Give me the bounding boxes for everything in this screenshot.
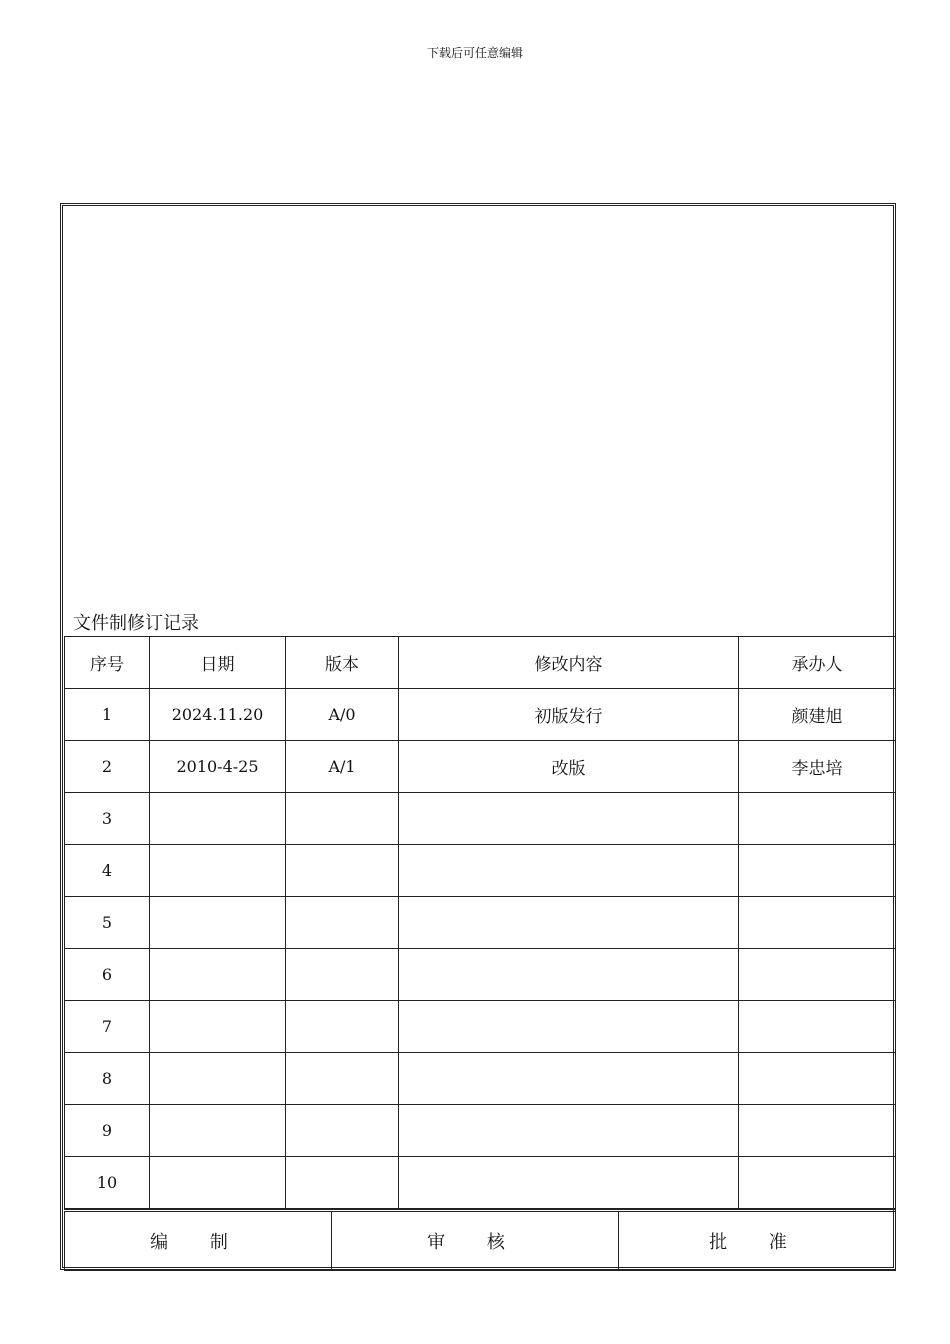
table-cell — [150, 949, 286, 1001]
page-header-note: 下载后可任意编辑 — [426, 46, 523, 60]
table-cell: 6 — [65, 949, 150, 1001]
table-cell: 9 — [65, 1105, 150, 1157]
table-cell — [739, 1053, 896, 1105]
table-cell — [150, 1105, 286, 1157]
column-header: 序号 — [65, 637, 150, 689]
table-cell: 颜建旭 — [739, 689, 896, 741]
table-cell: 7 — [65, 1001, 150, 1053]
table-row — [65, 1053, 896, 1105]
column-header: 承办人 — [739, 637, 896, 689]
table-cell — [739, 793, 896, 845]
table-cell — [286, 1001, 399, 1053]
table-cell — [399, 845, 739, 897]
table-row — [65, 741, 896, 793]
signoff-approved: 批 准 — [619, 1211, 896, 1271]
table-row — [65, 1157, 896, 1209]
table-header-row — [65, 637, 896, 689]
table-row — [65, 1105, 896, 1157]
table-cell: 初版发行 — [399, 689, 739, 741]
table-cell — [399, 1053, 739, 1105]
signoff-row — [65, 1211, 896, 1271]
table-cell: 改版 — [399, 741, 739, 793]
table-cell — [739, 845, 896, 897]
table-cell: A/1 — [286, 741, 399, 793]
table-row — [65, 949, 896, 1001]
table-cell: 1 — [65, 689, 150, 741]
table-cell — [399, 1001, 739, 1053]
table-cell: 2010-4-25 — [150, 741, 286, 793]
table-cell — [399, 793, 739, 845]
table-cell — [286, 1105, 399, 1157]
table-row — [65, 793, 896, 845]
signoff-table — [64, 1209, 896, 1271]
column-header: 日期 — [150, 637, 286, 689]
table-cell: 4 — [65, 845, 150, 897]
table-cell: 10 — [65, 1157, 150, 1209]
table-cell: 李忠培 — [739, 741, 896, 793]
table-cell — [399, 897, 739, 949]
table-cell — [286, 793, 399, 845]
revision-table — [64, 636, 896, 1209]
table-cell — [399, 1157, 739, 1209]
table-cell — [286, 1157, 399, 1209]
table-cell — [739, 1157, 896, 1209]
table-cell — [150, 793, 286, 845]
table-cell — [739, 897, 896, 949]
table-cell — [739, 1105, 896, 1157]
column-header: 修改内容 — [399, 637, 739, 689]
signoff-prepared: 编 制 — [65, 1211, 332, 1271]
table-cell — [150, 845, 286, 897]
table-cell — [150, 1001, 286, 1053]
table-cell: 5 — [65, 897, 150, 949]
table-cell — [150, 1053, 286, 1105]
table-cell — [150, 1157, 286, 1209]
table-row — [65, 845, 896, 897]
table-row — [65, 897, 896, 949]
table-cell — [399, 1105, 739, 1157]
table-cell — [399, 949, 739, 1001]
signoff-reviewed: 审 核 — [332, 1211, 619, 1271]
table-cell — [286, 897, 399, 949]
revision-record-title: 文件制修订记录 — [73, 613, 199, 634]
table-cell — [739, 949, 896, 1001]
table-cell — [150, 897, 286, 949]
table-cell: 2024.11.20 — [150, 689, 286, 741]
table-cell — [739, 1001, 896, 1053]
table-cell: 3 — [65, 793, 150, 845]
table-cell: A/0 — [286, 689, 399, 741]
table-row — [65, 1001, 896, 1053]
table-cell — [286, 1053, 399, 1105]
table-row — [65, 689, 896, 741]
table-cell: 2 — [65, 741, 150, 793]
table-cell: 8 — [65, 1053, 150, 1105]
table-cell — [286, 845, 399, 897]
column-header: 版本 — [286, 637, 399, 689]
table-cell — [286, 949, 399, 1001]
